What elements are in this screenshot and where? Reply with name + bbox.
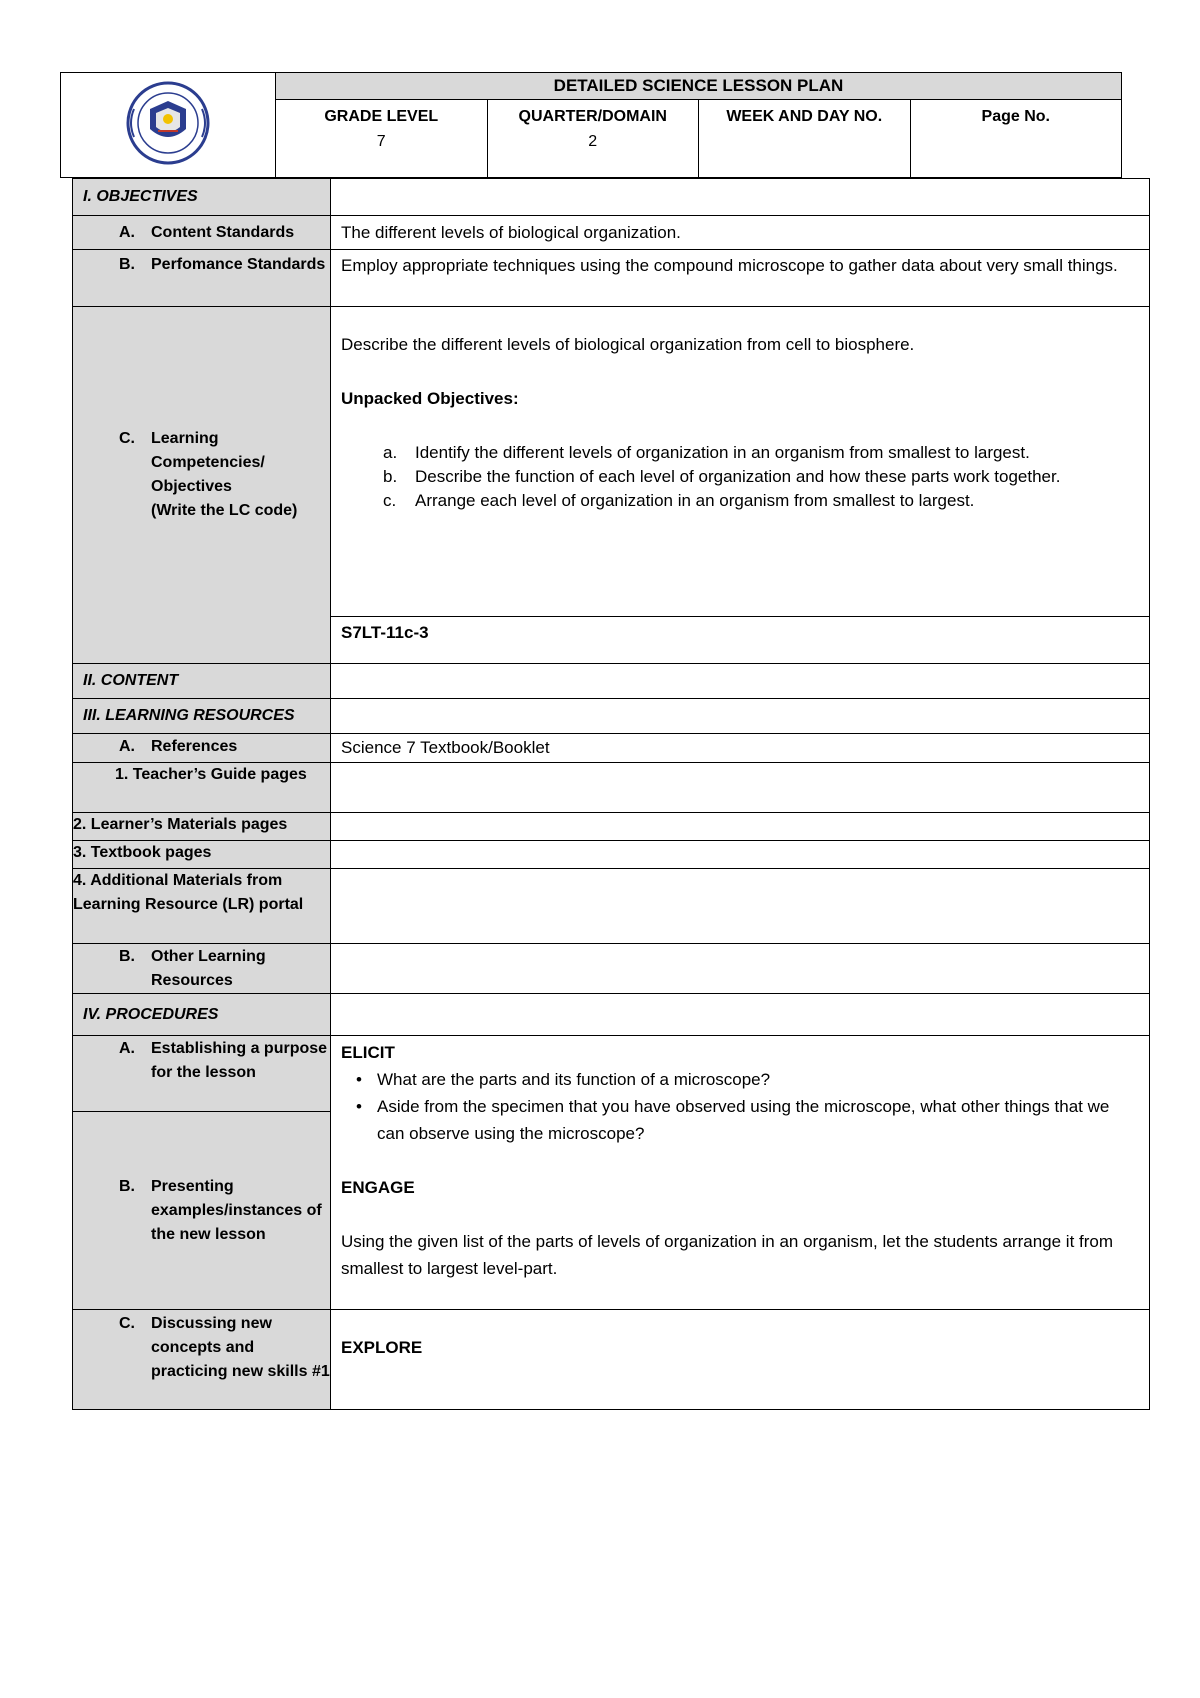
content-row [73,664,1150,699]
objective-item: a. Identify the different levels of organization in an organism from smallest to largest. [383,443,1030,462]
lesson-plan-title: DETAILED SCIENCE LESSON PLAN [276,73,1122,100]
other-resources-row [73,944,1150,994]
other-resources-letter: B. [119,948,135,965]
additional-materials-label: 4. Additional Materials from Learning Resource (LR) portal [73,869,331,944]
unpacked-objectives-list [341,441,1139,513]
teachers-guide-value [331,763,1150,813]
references-value: Science 7 Textbook/Booklet [331,734,1150,763]
learners-materials-row [73,813,1150,841]
discussing-label: Discussing new concepts and practicing new skills #1 [151,1315,330,1380]
learning-resources-row [73,699,1150,734]
grade-level-label: GRADE LEVEL [324,108,439,125]
elicit-item: • Aside from the specimen that you have observed using the microscope, what other things that we can observe using the microscope? [356,1097,1110,1143]
content-standards-label: Content Standards [151,224,295,241]
establishing-letter: A. [119,1040,135,1057]
establishing-row [73,1036,1150,1112]
objective-item: c. Arrange each level of organization in an organism from smallest to largest. [383,491,975,510]
objectives-row [73,179,1150,216]
competency-description: Describe the different levels of biological organization from cell to biosphere. [341,335,915,354]
quarter-domain-label: QUARTER/DOMAIN [518,108,667,125]
week-day-cell [699,100,911,178]
engage-heading: ENGAGE [341,1178,415,1197]
performance-standards-value: Employ appropriate techniques using the compound microscope to gather data about very small things. [331,250,1150,307]
quarter-domain-cell [487,100,699,178]
references-label: References [151,738,238,755]
other-resources-value [331,944,1150,994]
learning-resources-heading: III. LEARNING RESOURCES [73,699,331,734]
additional-materials-value [331,869,1150,944]
discussing-row [73,1310,1150,1410]
performance-standards-letter: B. [119,256,135,273]
page-number-cell [910,100,1122,178]
learning-competencies-value [331,307,1150,617]
quarter-domain-value: 2 [588,133,598,150]
teachers-guide-row [73,763,1150,813]
lc-code-value: S7LT-11c-3 [331,617,1150,664]
learning-competencies-label: Learning Competencies/ Objectives [151,430,265,495]
presenting-letter: B. [119,1177,135,1195]
references-row [73,734,1150,763]
content-value [331,664,1150,699]
learners-materials-label: 2. Learner’s Materials pages [73,813,331,841]
presenting-label: Presenting examples/instances of the new lesson [151,1177,322,1243]
engage-text: Using the given list of the parts of levels of organization in an organism, let the students arrange it from smallest to largest level-part. [341,1232,1114,1278]
content-heading: II. CONTENT [73,664,331,699]
deped-seal-cell [61,73,276,178]
textbook-pages-label: 3. Textbook pages [73,841,331,869]
performance-standards-row [73,250,1150,307]
procedures-row [73,994,1150,1036]
page-number-label: Page No. [981,108,1050,125]
references-letter: A. [119,738,135,755]
week-day-label: WEEK AND DAY NO. [726,108,883,125]
elicit-list [341,1066,1139,1147]
learning-resources-value [331,699,1150,734]
elicit-heading: ELICIT [341,1043,395,1062]
additional-materials-row [73,869,1150,944]
textbook-pages-row [73,841,1150,869]
procedures-heading: IV. PROCEDURES [73,994,331,1036]
content-standards-value: The different levels of biological organization. [331,216,1150,250]
learners-materials-value [331,813,1150,841]
teachers-guide-label: 1. Teacher’s Guide pages [73,763,331,813]
other-resources-label: Other Learning Resources [151,948,266,989]
objectives-value [331,179,1150,216]
establishing-label: Establishing a purpose for the lesson [151,1040,328,1081]
learning-competencies-row [73,307,1150,617]
lesson-plan-header [60,72,1122,178]
grade-level-value: 7 [376,133,386,150]
unpacked-objectives-heading: Unpacked Objectives: [341,389,519,408]
content-standards-row [73,216,1150,250]
procedures-value [331,994,1150,1036]
learning-competencies-letter: C. [119,430,135,447]
lesson-plan-table [72,178,1150,1410]
textbook-pages-value [331,841,1150,869]
performance-standards-label: Perfomance Standards [151,256,326,273]
objectives-heading: I. OBJECTIVES [73,179,331,216]
learning-competencies-note: (Write the LC code) [151,502,298,519]
explore-heading: EXPLORE [331,1310,1150,1410]
objective-item: b. Describe the function of each level of organization and how these parts work together. [383,467,1061,486]
discussing-letter: C. [119,1315,135,1332]
grade-level-cell [276,100,488,178]
elicit-engage-value [331,1036,1150,1310]
content-standards-letter: A. [119,224,135,241]
deped-seal-logo [108,79,228,167]
elicit-item: • What are the parts and its function of a microscope? [356,1070,771,1089]
